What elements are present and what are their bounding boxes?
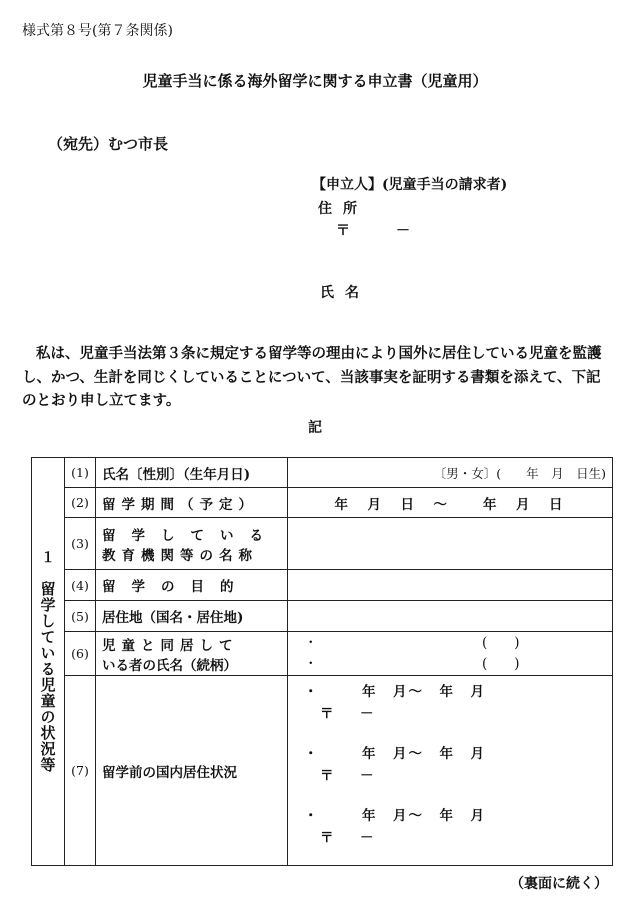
row-label: 氏名〔性別〕（生年月日) — [96, 458, 288, 488]
row-label-line: 留学している — [102, 527, 279, 544]
cohabitant-field[interactable] — [288, 632, 613, 676]
table-row — [32, 601, 613, 632]
study-purpose-field[interactable] — [288, 570, 613, 601]
section-label: 留学している児童の状況等 — [38, 580, 57, 773]
postal-mark-icon: 〒 — [320, 767, 334, 784]
ki-heading: 記 — [308, 420, 322, 436]
table-row — [32, 676, 613, 866]
statement-text: 私は、児童手当法第３条に規定する留学等の理由により国外に居住している児童を監護し、かつ、生計を同じくしていることについて、当該事実を証明する書類を添えて、下記のとおり申し立てます。 — [22, 345, 602, 409]
row-label — [96, 518, 288, 570]
postal-mark-icon: 〒 — [336, 223, 350, 239]
study-status-table — [31, 457, 613, 866]
bullet: ・ — [304, 745, 318, 762]
row-label-line: 教育機関等の名称 — [102, 547, 258, 564]
bullet: ・ — [304, 655, 318, 672]
document-title: 児童手当に係る海外留学に関する申立書（児童用） — [142, 72, 488, 90]
postal-dash: － — [396, 223, 410, 239]
row-label: 留学期間（予定） — [96, 488, 288, 518]
applicant-header: 【申立人】(児童手当の請求者) — [312, 177, 508, 193]
list-item — [294, 678, 606, 740]
row-label-line: いる者の氏名（続柄） — [102, 657, 237, 674]
table-row — [32, 458, 613, 488]
list-item — [294, 740, 606, 802]
relation-paren: ( ) — [482, 655, 520, 672]
row-label: 留学前の国内居住状況 — [96, 676, 288, 866]
study-period-field[interactable]: 年 月 日 ～ 年 月 日 — [288, 488, 613, 518]
form-code: 様式第８号(第７条関係) — [22, 23, 173, 39]
section-sidebar — [32, 458, 65, 866]
name-label: 氏名 — [320, 285, 370, 301]
postal-mark-icon: 〒 — [320, 705, 334, 722]
relation-paren: ( ) — [482, 634, 520, 651]
row-number: (5) — [65, 601, 96, 632]
table-row — [32, 518, 613, 570]
list-item — [294, 633, 606, 654]
addressee: （宛先）むつ市長 — [48, 135, 169, 153]
bullet: ・ — [304, 634, 318, 651]
name-gender-dob-field[interactable]: 〔男・女〕( 年 月 日生) — [288, 458, 613, 488]
statement — [22, 342, 612, 413]
institution-name-field[interactable] — [288, 518, 613, 570]
table-row — [32, 632, 613, 676]
prior-residence-field[interactable] — [288, 676, 613, 866]
row-number: (1) — [65, 458, 96, 488]
row-number: (2) — [65, 488, 96, 518]
row-number: (6) — [65, 632, 96, 676]
row-label-line: 児童と同居して — [102, 637, 239, 654]
bullet: ・ — [304, 683, 318, 700]
section-number: １ — [41, 549, 55, 566]
applicant-postal-line — [336, 220, 410, 240]
residence-period: 年 月～ 年 月 — [362, 745, 486, 762]
row-label: 居住地（国名・居住地) — [96, 601, 288, 632]
postal-dash: － — [360, 767, 374, 784]
table-row — [32, 570, 613, 601]
residence-period: 年 月～ 年 月 — [362, 807, 486, 824]
postal-dash: － — [360, 705, 374, 722]
row-number: (3) — [65, 518, 96, 570]
table-row — [32, 488, 613, 518]
row-label — [96, 632, 288, 676]
residence-field[interactable] — [288, 601, 613, 632]
bullet: ・ — [304, 807, 318, 824]
residence-period: 年 月～ 年 月 — [362, 683, 486, 700]
list-item — [294, 802, 606, 864]
row-number: (4) — [65, 570, 96, 601]
continue-note: （裏面に続く） — [510, 876, 608, 892]
postal-dash: － — [360, 829, 374, 846]
row-number: (7) — [65, 676, 96, 866]
address-label: 住所 — [318, 201, 368, 217]
row-label: 留学の目的 — [96, 570, 288, 601]
list-item — [294, 654, 606, 675]
postal-mark-icon: 〒 — [320, 829, 334, 846]
